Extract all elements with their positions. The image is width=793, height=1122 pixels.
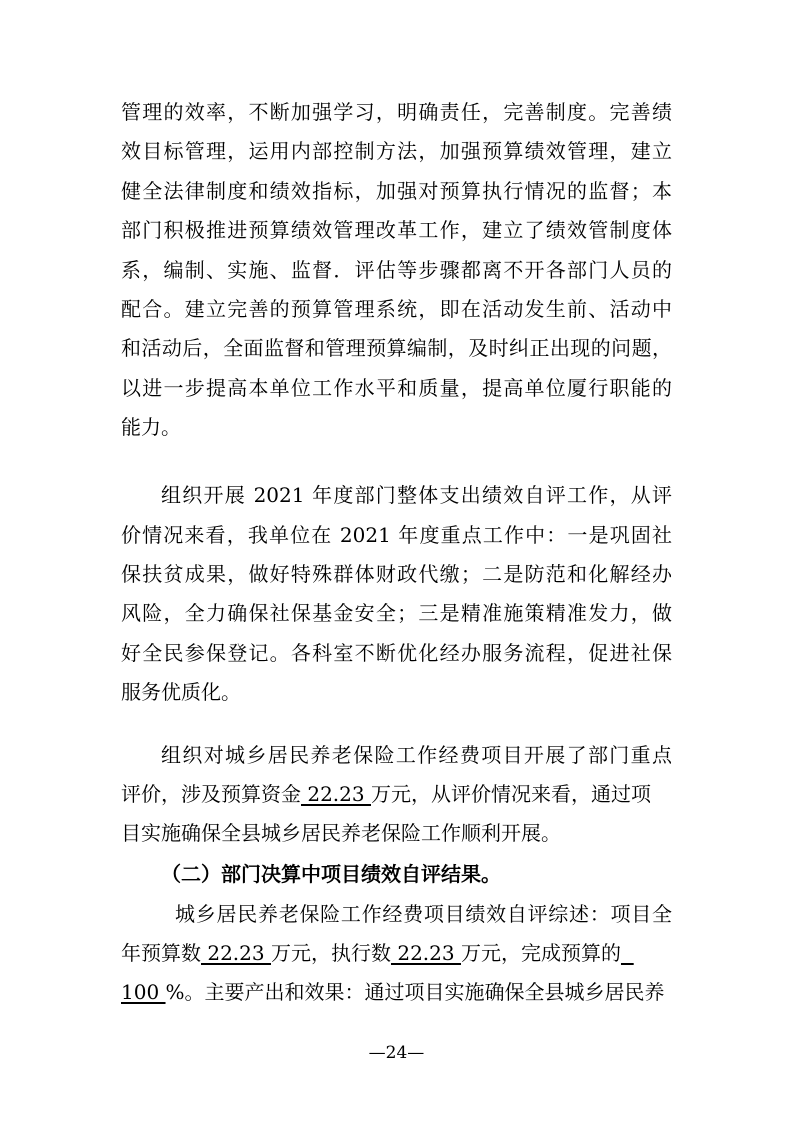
text-line: 效目标管理，运用内部控制方法，加强预算绩效管理，建立 (121, 139, 672, 163)
text-line: 配合。建立完善的预算管理系统，即在活动发生前、活动中 (121, 297, 672, 321)
section-heading: （二）部门决算中项目绩效自评结果。 (161, 862, 501, 886)
text-line: 好全民参保登记。各科室不断优化经办服务流程，促进社保 (121, 641, 672, 665)
text-line: 以进一步提高本单位工作水平和质量，提高单位厦行职能的 (121, 376, 672, 400)
text-segment: %。主要产出和效果：通过项目实施确保全县城乡居民养 (165, 980, 665, 1004)
text-line: 部门积极推进预算绩效管理改革工作，建立了绩效管制度体 (121, 218, 672, 242)
text-segment: 万元，执行数 (270, 941, 391, 965)
text-segment: 年预算数 (121, 941, 201, 965)
text-line (121, 782, 672, 806)
text-line: 城乡居民养老保险工作经费项目绩效自评综述：项目全 (175, 902, 672, 926)
text-line: 和活动后，全面监督和管理预算编制，及时纠正出现的问题， (121, 336, 672, 360)
text-line: 保扶贫成果，做好特殊群体财政代缴；二是防范和化解经办 (121, 562, 672, 586)
text-line: 系，编制、实施、监督．评估等步骤都离不开各部门人员的 (121, 258, 672, 282)
text-line: 组织开展 2021 年度部门整体支出绩效自评工作，从评 (161, 483, 672, 507)
text-line: 风险，全力确保社保基金安全；三是精准施策精准发力，做 (121, 601, 672, 625)
budget-amount: 22.23 (201, 941, 271, 965)
text-line: 能力。 (121, 415, 181, 439)
text-line: 目实施确保全县城乡居民养老保险工作顺利开展。 (121, 821, 561, 845)
text-segment: 万元，完成预算的 (460, 941, 621, 965)
completion-rate: 100 (121, 980, 166, 1004)
text-line: 健全法律制度和绩效指标，加强对预算执行情况的监督；本 (121, 179, 672, 203)
text-segment: 万元，从评价情况来看，通过项 (370, 782, 651, 806)
text-line: 组织对城乡居民养老保险工作经费项目开展了部门重点 (161, 743, 672, 767)
text-line: 服务优质化。 (121, 680, 241, 704)
text-line (121, 980, 672, 1004)
text-line: 价情况来看，我单位在 2021 年度重点工作中：一是巩固社 (121, 523, 672, 547)
execution-amount: 22.23 (390, 941, 461, 965)
page-number: —24— (368, 1043, 425, 1063)
underline-blank (621, 941, 634, 965)
budget-amount: 22.23 (301, 782, 371, 806)
text-segment: 评价，涉及预算资金 (121, 782, 301, 806)
text-line (121, 941, 672, 965)
text-line: 管理的效率，不断加强学习，明确责任，完善制度。完善绩 (121, 100, 672, 124)
